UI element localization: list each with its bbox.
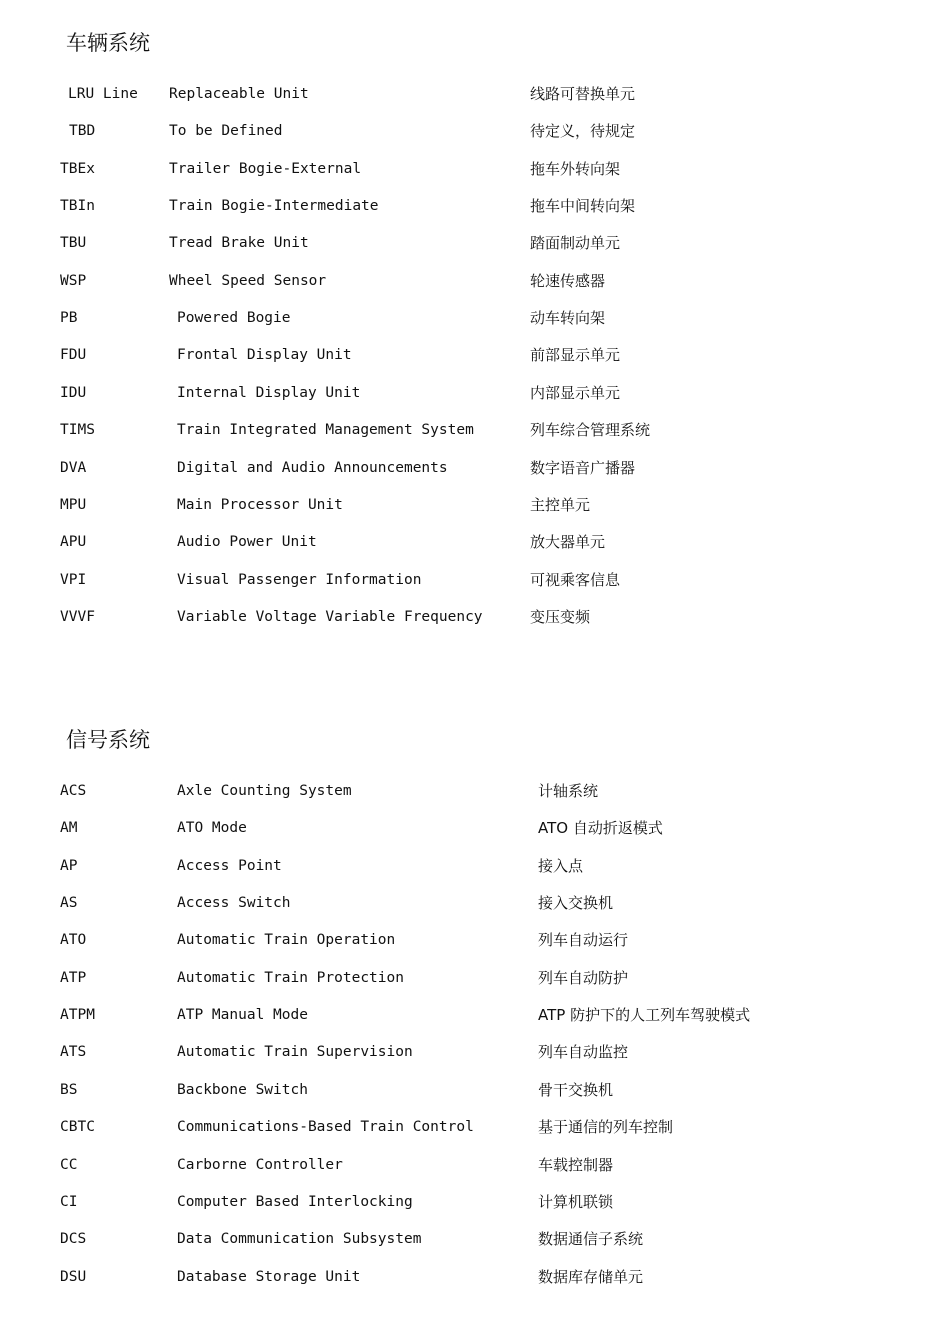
chinese-term: 接入点 bbox=[538, 856, 584, 875]
table-row bbox=[0, 419, 950, 441]
english-term: Access Point bbox=[177, 857, 282, 874]
english-term: Train Integrated Management System bbox=[177, 422, 474, 439]
english-term: Backbone Switch bbox=[177, 1081, 308, 1098]
english-term: Automatic Train Supervision bbox=[177, 1044, 413, 1061]
table-row bbox=[0, 195, 950, 217]
chinese-term: 骨干交换机 bbox=[538, 1080, 614, 1099]
chinese-term: 数据通信子系统 bbox=[538, 1230, 644, 1249]
chinese-term: 动车转向架 bbox=[530, 309, 606, 328]
english-term: Visual Passenger Information bbox=[177, 571, 422, 588]
english-term: Carborne Controller bbox=[177, 1156, 343, 1173]
table-row bbox=[0, 892, 950, 914]
english-term: Internal Display Unit bbox=[177, 384, 361, 401]
abbreviation: ATPM bbox=[60, 1007, 95, 1024]
abbreviation: IDU bbox=[60, 384, 87, 401]
chinese-term: 线路可替换单元 bbox=[530, 85, 636, 103]
abbreviation: ATS bbox=[60, 1044, 87, 1061]
abbreviation: DCS bbox=[60, 1231, 87, 1248]
table-row bbox=[0, 344, 950, 366]
section-title: 信号系统 bbox=[66, 728, 150, 752]
abbreviation: TBEx bbox=[60, 160, 95, 177]
table-row bbox=[0, 1041, 950, 1063]
english-term: Trailer Bogie-External bbox=[169, 160, 362, 177]
abbreviation: AP bbox=[60, 857, 78, 874]
abbreviation: BS bbox=[60, 1081, 78, 1098]
abbreviation: AS bbox=[60, 895, 78, 912]
table-row bbox=[0, 1228, 950, 1250]
english-term: ATP Manual Mode bbox=[177, 1007, 308, 1024]
chinese-term: 数据库存储单元 bbox=[538, 1267, 644, 1286]
abbreviation: VVVF bbox=[60, 608, 95, 625]
chinese-term: 基于通信的列车控制 bbox=[538, 1118, 674, 1137]
chinese-term: 前部显示单元 bbox=[530, 346, 621, 365]
chinese-term: 列车自动运行 bbox=[538, 931, 629, 950]
chinese-term: 内部显示单元 bbox=[530, 383, 621, 402]
table-row bbox=[0, 270, 950, 292]
abbreviation: TIMS bbox=[60, 422, 95, 439]
english-term: Computer Based Interlocking bbox=[177, 1193, 413, 1210]
english-term: Axle Counting System bbox=[177, 783, 352, 799]
abbreviation: WSP bbox=[60, 272, 87, 289]
table-row bbox=[0, 307, 950, 329]
table-row bbox=[0, 494, 950, 516]
chinese-term: 可视乘客信息 bbox=[530, 570, 621, 589]
abbreviation: ATO bbox=[60, 932, 87, 949]
table-row bbox=[0, 1079, 950, 1101]
table-row bbox=[0, 780, 950, 802]
table-row bbox=[0, 929, 950, 951]
table-row bbox=[0, 531, 950, 553]
chinese-term: 待定义，待规定 bbox=[530, 122, 636, 141]
table-row bbox=[0, 83, 950, 105]
table-row bbox=[0, 855, 950, 877]
chinese-term: 放大器单元 bbox=[530, 533, 606, 552]
english-term: Automatic Train Operation bbox=[177, 932, 396, 949]
english-term: Main Processor Unit bbox=[177, 496, 343, 513]
abbreviation: APU bbox=[60, 534, 87, 551]
table-row bbox=[0, 158, 950, 180]
chinese-term: 拖车中间转向架 bbox=[530, 197, 636, 216]
chinese-term: 接入交换机 bbox=[538, 894, 614, 913]
abbreviation: CI bbox=[60, 1193, 78, 1210]
table-row bbox=[0, 1004, 950, 1026]
table-row bbox=[0, 120, 950, 142]
chinese-term: 变压变频 bbox=[530, 607, 591, 626]
english-term: Database Storage Unit bbox=[177, 1268, 361, 1285]
table-row bbox=[0, 457, 950, 479]
english-term: Train Bogie-Intermediate bbox=[169, 198, 379, 215]
table-row bbox=[0, 1116, 950, 1138]
abbreviation: CC bbox=[60, 1156, 78, 1173]
english-term: Access Switch bbox=[177, 895, 291, 912]
abbreviation: MPU bbox=[60, 496, 87, 513]
abbreviation: LRU Line bbox=[68, 86, 138, 102]
english-term: Digital and Audio Announcements bbox=[177, 459, 448, 476]
english-term: Data Communication Subsystem bbox=[177, 1231, 422, 1248]
table-row bbox=[0, 817, 950, 839]
abbreviation: VPI bbox=[60, 571, 87, 588]
english-term: Frontal Display Unit bbox=[177, 347, 352, 364]
english-term: Tread Brake Unit bbox=[169, 235, 309, 252]
table-row bbox=[0, 382, 950, 404]
english-term: To be Defined bbox=[169, 123, 283, 140]
abbreviation: TBU bbox=[60, 235, 87, 252]
english-term: Powered Bogie bbox=[177, 310, 291, 327]
chinese-term: 计轴系统 bbox=[538, 782, 599, 800]
chinese-term: 计算机联锁 bbox=[538, 1192, 614, 1211]
chinese-term: 数字语音广播器 bbox=[530, 458, 636, 477]
table-row bbox=[0, 967, 950, 989]
table-row bbox=[0, 1266, 950, 1288]
chinese-term: 轮速传感器 bbox=[530, 271, 606, 290]
abbreviation: ATP bbox=[60, 969, 87, 986]
english-term: Wheel Speed Sensor bbox=[169, 272, 327, 289]
english-term: Audio Power Unit bbox=[177, 534, 317, 551]
english-term: Replaceable Unit bbox=[169, 86, 309, 102]
abbreviation: FDU bbox=[60, 347, 87, 364]
table-row bbox=[0, 1191, 950, 1213]
abbreviation: AM bbox=[60, 820, 78, 837]
chinese-term: 列车自动防护 bbox=[538, 968, 629, 987]
abbreviation: TBIn bbox=[60, 198, 95, 215]
english-term: Variable Voltage Variable Frequency bbox=[177, 608, 483, 625]
table-row bbox=[0, 606, 950, 628]
english-term: ATO Mode bbox=[177, 820, 247, 837]
chinese-term: 拖车外转向架 bbox=[530, 159, 621, 178]
abbreviation: CBTC bbox=[60, 1119, 95, 1136]
abbreviation: DVA bbox=[60, 459, 87, 476]
section-title: 车辆系统 bbox=[66, 31, 150, 55]
chinese-term: 车载控制器 bbox=[538, 1155, 614, 1174]
table-row bbox=[0, 232, 950, 254]
chinese-term: 列车自动监控 bbox=[538, 1043, 629, 1062]
chinese-term: 列车综合管理系统 bbox=[530, 421, 651, 440]
table-row bbox=[0, 569, 950, 591]
english-term: Automatic Train Protection bbox=[177, 969, 404, 986]
english-term: Communications-Based Train Control bbox=[177, 1119, 474, 1136]
chinese-term: 主控单元 bbox=[530, 495, 591, 514]
abbreviation: PB bbox=[60, 310, 78, 327]
abbreviation: ACS bbox=[60, 783, 87, 799]
abbreviation: DSU bbox=[60, 1268, 87, 1285]
chinese-term: ATP 防护下的人工列车驾驶模式 bbox=[538, 1006, 751, 1025]
table-row bbox=[0, 1154, 950, 1176]
abbreviation: TBD bbox=[69, 123, 96, 140]
chinese-term: ATO 自动折返模式 bbox=[538, 819, 663, 838]
chinese-term: 踏面制动单元 bbox=[530, 234, 621, 253]
